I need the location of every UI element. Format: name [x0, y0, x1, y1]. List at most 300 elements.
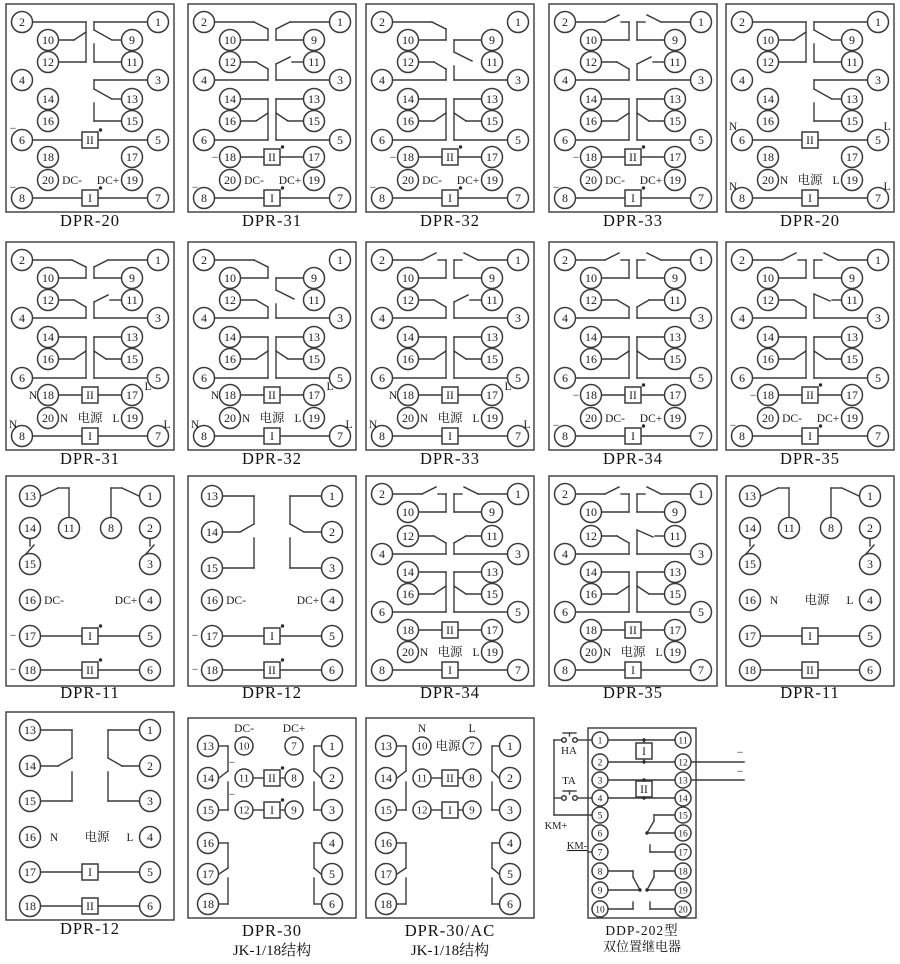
terminal-number: 4 — [379, 547, 385, 561]
terminal-3 — [691, 544, 712, 565]
terminal-7 — [463, 737, 481, 755]
terminal-4 — [322, 590, 343, 611]
terminal-number: 16 — [224, 114, 236, 128]
terminal-number: 3 — [155, 311, 161, 325]
terminal-16 — [202, 590, 223, 611]
wire — [824, 253, 838, 260]
terminal-2 — [555, 12, 576, 33]
label-−: − — [9, 123, 17, 135]
terminal-7 — [330, 188, 351, 209]
terminal-7 — [691, 426, 712, 447]
diagram-DPR-30 — [182, 702, 362, 964]
diagram-border — [188, 476, 356, 686]
terminal-18 — [38, 147, 59, 168]
terminal-13 — [482, 562, 503, 583]
terminal-4 — [140, 827, 161, 848]
terminal-20 — [220, 408, 241, 429]
terminal-20 — [38, 408, 59, 429]
label-DC+: DC+ — [296, 595, 320, 607]
wire — [637, 113, 649, 121]
terminal-number: 11 — [126, 55, 138, 69]
terminal-2 — [12, 12, 33, 33]
diagram-subtitle: 双位置继电器 — [602, 939, 682, 954]
terminal-18 — [581, 385, 602, 406]
terminal-13 — [20, 486, 41, 507]
diagram-subtitle: JK-1/18结构 — [232, 943, 312, 959]
terminal-number: 10 — [42, 271, 54, 285]
terminal-number: 2 — [562, 253, 568, 267]
polarity-dot — [99, 624, 102, 627]
label-N: N — [728, 181, 738, 193]
terminal-5 — [330, 130, 351, 151]
diagram-DPR-34 — [360, 474, 540, 702]
terminal-7 — [508, 660, 529, 681]
terminal-5 — [691, 602, 712, 623]
terminal-number: 6 — [147, 663, 153, 677]
terminal-number: 17 — [846, 388, 858, 402]
terminal-15 — [740, 554, 761, 575]
coil-II — [264, 766, 284, 786]
terminal-15 — [304, 349, 325, 370]
svg-text:II: II — [86, 664, 94, 677]
svg-text:I: I — [808, 630, 812, 643]
terminal-10 — [398, 268, 419, 289]
diagram-title: DPR-34 — [602, 449, 664, 468]
label-L: L — [163, 419, 171, 431]
terminal-number: 14 — [678, 794, 688, 805]
terminal-2 — [592, 754, 608, 770]
label-N: N — [419, 413, 429, 425]
terminal-15 — [304, 111, 325, 132]
label-−: − — [9, 664, 17, 676]
terminal-number: 4 — [19, 73, 25, 87]
terminal-13 — [665, 89, 686, 110]
label-KM-: KM- — [566, 841, 588, 852]
terminal-19 — [482, 170, 503, 191]
terminal-number: 7 — [291, 740, 297, 753]
terminal-4 — [860, 590, 881, 611]
terminal-number: 13 — [24, 723, 36, 737]
terminal-number: 12 — [585, 529, 597, 543]
terminal-1 — [508, 12, 529, 33]
terminal-number: 18 — [402, 623, 414, 637]
terminal-8 — [555, 660, 576, 681]
terminal-6 — [322, 894, 343, 915]
terminal-19 — [122, 170, 143, 191]
terminal-number: 19 — [678, 886, 688, 897]
terminal-number: 15 — [744, 557, 756, 571]
terminal-number: 8 — [201, 191, 207, 205]
coil-I — [802, 190, 818, 206]
terminal-9 — [463, 801, 481, 819]
terminal-number: 17 — [308, 150, 320, 164]
terminal-number: 20 — [585, 411, 597, 425]
terminal-19 — [842, 170, 863, 191]
label-DC+: DC+ — [456, 175, 480, 187]
terminal-13 — [482, 89, 503, 110]
terminal-number: 9 — [489, 33, 495, 47]
terminal-18 — [581, 620, 602, 641]
terminal-number: 4 — [562, 547, 568, 561]
terminal-number: 14 — [42, 92, 54, 106]
terminal-number: 6 — [201, 371, 207, 385]
terminal-number: 11 — [126, 293, 138, 307]
terminal-number: 1 — [155, 15, 161, 29]
terminal-number: 9 — [672, 33, 678, 47]
terminal-number: 16 — [585, 352, 597, 366]
terminal-10 — [38, 268, 59, 289]
terminal-9 — [842, 268, 863, 289]
terminal-number: 14 — [762, 330, 774, 344]
diagram-DPR-11 — [0, 474, 180, 702]
terminal-number: 12 — [42, 293, 54, 307]
label-N: N — [769, 595, 779, 607]
svg-text:I: I — [88, 430, 92, 443]
svg-text:II: II — [629, 151, 637, 164]
label-−: − — [369, 182, 377, 194]
terminal-11 — [413, 769, 431, 787]
terminal-number: 14 — [224, 330, 236, 344]
label-L: L — [655, 647, 663, 659]
diagram-DPR-20 — [720, 0, 900, 236]
terminal-number: 2 — [562, 15, 568, 29]
terminal-number: 16 — [24, 593, 36, 607]
coil-I — [636, 743, 652, 759]
terminal-4 — [500, 833, 521, 854]
wire — [254, 22, 268, 29]
terminal-number: 7 — [469, 740, 475, 753]
terminal-number: 14 — [402, 330, 414, 344]
terminal-1 — [868, 250, 889, 271]
label-L: L — [523, 419, 531, 431]
terminal-3 — [860, 554, 881, 575]
wire — [794, 32, 806, 40]
terminal-15 — [665, 349, 686, 370]
junction-dot — [642, 738, 645, 741]
terminal-number: 18 — [42, 388, 54, 402]
terminal-number: 18 — [42, 150, 54, 164]
terminal-number: 10 — [402, 271, 414, 285]
terminal-number: 10 — [762, 271, 774, 285]
terminal-8 — [372, 660, 393, 681]
label-DC-: DC- — [605, 175, 625, 187]
coil-I — [264, 428, 280, 444]
terminal-number: 8 — [291, 772, 297, 785]
terminal-19 — [122, 408, 143, 429]
terminal-1 — [148, 250, 169, 271]
terminal-14 — [376, 768, 397, 789]
wire — [256, 300, 268, 307]
svg-text:II: II — [268, 772, 276, 785]
terminal-number: 8 — [562, 191, 568, 205]
terminal-5 — [322, 864, 343, 885]
terminal-number: 5 — [698, 371, 704, 385]
terminal-number: 12 — [762, 55, 774, 69]
terminal-3 — [140, 791, 161, 812]
wire — [454, 295, 468, 302]
wire — [276, 290, 294, 299]
label-N: N — [241, 413, 251, 425]
terminal-number: 3 — [515, 73, 521, 87]
terminal-15 — [198, 800, 219, 821]
label-N: N — [417, 723, 427, 735]
terminal-number: 12 — [224, 55, 236, 69]
terminal-number: 8 — [562, 429, 568, 443]
terminal-number: 4 — [329, 593, 335, 607]
wire — [617, 351, 629, 359]
terminal-number: 3 — [515, 311, 521, 325]
terminal-number: 13 — [486, 565, 498, 579]
coil-II — [442, 145, 462, 165]
terminal-8 — [821, 518, 842, 539]
wire — [794, 351, 806, 359]
terminal-5 — [140, 862, 161, 883]
terminal-16 — [758, 111, 779, 132]
diagram-title: DPR-32 — [241, 449, 303, 468]
svg-text:I: I — [270, 430, 274, 443]
terminal-20 — [581, 170, 602, 191]
terminal-number: 18 — [24, 899, 36, 913]
terminal-number: 7 — [155, 429, 161, 443]
polarity-dot — [281, 798, 284, 801]
terminal-6 — [592, 825, 608, 841]
terminal-10 — [758, 30, 779, 51]
terminal-number: 9 — [291, 804, 297, 817]
wire — [256, 113, 268, 121]
terminal-number: 5 — [597, 811, 603, 822]
coil-II — [802, 662, 818, 678]
terminal-20 — [581, 642, 602, 663]
terminal-number: 14 — [24, 759, 36, 773]
terminal-2 — [372, 250, 393, 271]
label-N: N — [59, 413, 69, 425]
terminal-number: 12 — [585, 293, 597, 307]
terminal-8 — [463, 769, 481, 787]
terminal-number: 9 — [849, 271, 855, 285]
terminal-3 — [330, 70, 351, 91]
terminal-number: 20 — [402, 411, 414, 425]
terminal-number: 19 — [486, 173, 498, 187]
terminal-10 — [581, 30, 602, 51]
coil-II — [625, 383, 645, 403]
terminal-16 — [581, 584, 602, 605]
terminal-2 — [500, 768, 521, 789]
terminal-number: 18 — [380, 897, 392, 911]
label-L: L — [883, 121, 891, 133]
terminal-number: 9 — [849, 33, 855, 47]
terminal-number: 6 — [739, 133, 745, 147]
terminal-number: 5 — [147, 629, 153, 643]
diagram-title: DPR-20 — [779, 211, 841, 230]
terminal-number: 5 — [329, 867, 335, 881]
wire — [794, 300, 806, 307]
diagram-title: DPR-35 — [602, 683, 664, 702]
wire — [617, 586, 629, 594]
terminal-number: 1 — [337, 253, 343, 267]
terminal-number: 4 — [379, 73, 385, 87]
wire — [72, 260, 86, 267]
terminal-19 — [675, 882, 691, 898]
label-电源: 电源 — [435, 739, 461, 753]
label-−: − — [736, 766, 744, 778]
terminal-8 — [592, 863, 608, 879]
terminal-6 — [372, 368, 393, 389]
terminal-10 — [38, 30, 59, 51]
coil-I — [442, 802, 458, 818]
terminal-number: 19 — [308, 173, 320, 187]
terminal-number: 1 — [867, 489, 873, 503]
terminal-number: 3 — [147, 557, 153, 571]
junction-dot — [642, 760, 645, 763]
coil-II — [802, 383, 822, 403]
terminal-number: 15 — [380, 803, 392, 817]
terminal-7 — [868, 426, 889, 447]
terminal-number: 2 — [562, 487, 568, 501]
terminal-number: 17 — [202, 867, 214, 881]
diagram-border — [6, 4, 174, 212]
diagram-border — [726, 476, 894, 686]
terminal-10 — [235, 737, 253, 755]
terminal-number: 19 — [846, 411, 858, 425]
terminal-number: 10 — [585, 33, 597, 47]
label-N: N — [8, 419, 18, 431]
terminal-number: 15 — [846, 114, 858, 128]
terminal-number: 10 — [585, 505, 597, 519]
terminal-number: 11 — [238, 772, 250, 785]
terminal-number: 8 — [562, 663, 568, 677]
terminal-20 — [758, 170, 779, 191]
diagram-border — [188, 4, 356, 212]
terminal-number: 4 — [562, 311, 568, 325]
wire — [647, 821, 654, 833]
wire — [122, 488, 139, 496]
terminal-number: 8 — [469, 772, 475, 785]
terminal-12 — [220, 290, 241, 311]
terminal-11 — [665, 52, 686, 73]
terminal-number: 3 — [867, 557, 873, 571]
polarity-dot — [642, 145, 645, 148]
terminal-number: 19 — [126, 173, 138, 187]
terminal-2 — [322, 768, 343, 789]
terminal-number: 6 — [379, 605, 385, 619]
terminal-number: 3 — [337, 73, 343, 87]
terminal-20 — [398, 642, 419, 663]
wire — [219, 771, 228, 778]
diagram-DPR-12 — [182, 474, 362, 702]
diagram-title: DPR-31 — [241, 211, 303, 230]
terminal-number: 3 — [155, 73, 161, 87]
terminal-18 — [398, 385, 419, 406]
terminal-number: 7 — [698, 429, 704, 443]
terminal-6 — [555, 602, 576, 623]
coil-II — [636, 781, 652, 797]
terminal-number: 16 — [42, 352, 54, 366]
terminal-number: 13 — [308, 330, 320, 344]
wire — [58, 758, 72, 766]
terminal-number: 14 — [42, 330, 54, 344]
diagram-DPR-30/AC — [360, 702, 540, 964]
terminal-number: 13 — [486, 330, 498, 344]
terminal-number: 6 — [147, 899, 153, 913]
diagram-DPR-35 — [543, 474, 723, 702]
polarity-dot — [819, 383, 822, 386]
svg-text:II: II — [629, 389, 637, 402]
terminal-number: 12 — [416, 804, 428, 817]
terminal-1 — [322, 486, 343, 507]
terminal-4 — [372, 308, 393, 329]
terminal-13 — [198, 736, 219, 757]
terminal-number: 18 — [585, 150, 597, 164]
terminal-number: 16 — [678, 829, 688, 840]
polarity-dot — [459, 145, 462, 148]
terminal-3 — [592, 772, 608, 788]
terminal-17 — [122, 147, 143, 168]
terminal-9 — [304, 30, 325, 51]
terminal-1 — [691, 12, 712, 33]
terminal-number: 19 — [669, 173, 681, 187]
wire — [94, 351, 106, 359]
wire — [814, 30, 832, 40]
terminal-number: 6 — [507, 897, 513, 911]
terminal-number: 4 — [19, 311, 25, 325]
terminal-number: 11 — [63, 521, 75, 535]
diagram-border — [366, 4, 534, 212]
terminal-9 — [592, 882, 608, 898]
terminal-15 — [842, 111, 863, 132]
polarity-dot — [642, 383, 645, 386]
terminal-17 — [665, 147, 686, 168]
terminal-16 — [740, 590, 761, 611]
terminal-number: 14 — [402, 565, 414, 579]
terminal-number: 14 — [585, 565, 597, 579]
terminal-number: 7 — [875, 429, 881, 443]
terminal-10 — [398, 30, 419, 51]
label-N: N — [368, 419, 378, 431]
terminal-number: 2 — [379, 15, 385, 29]
terminal-number: 4 — [739, 73, 745, 87]
terminal-number: 8 — [739, 191, 745, 205]
label-DC-: DC- — [422, 175, 442, 187]
terminal-number: 3 — [698, 547, 704, 561]
wire — [314, 868, 321, 874]
terminal-6 — [860, 660, 881, 681]
terminal-13 — [665, 327, 686, 348]
diagram-title: DPR-35 — [779, 449, 841, 468]
terminal-16 — [220, 111, 241, 132]
terminal-number: 12 — [238, 804, 250, 817]
terminal-14 — [398, 327, 419, 348]
terminal-1 — [691, 250, 712, 271]
terminal-6 — [194, 130, 215, 151]
terminal-number: 6 — [329, 897, 335, 911]
wire — [397, 771, 406, 778]
diagram-title: DDP-202型 — [605, 923, 679, 938]
terminal-number: 2 — [329, 525, 335, 539]
junction-dot — [638, 888, 641, 891]
terminal-13 — [740, 486, 761, 507]
terminal-number: 17 — [669, 623, 681, 637]
terminal-1 — [860, 486, 881, 507]
junction-dot — [645, 888, 648, 891]
svg-text:II: II — [640, 783, 648, 796]
terminal-17 — [842, 385, 863, 406]
terminal-2 — [12, 250, 33, 271]
terminal-11 — [482, 290, 503, 311]
terminal-number: 2 — [201, 15, 207, 29]
terminal-15 — [665, 584, 686, 605]
svg-text:I: I — [88, 866, 92, 879]
coil-II — [625, 622, 641, 638]
